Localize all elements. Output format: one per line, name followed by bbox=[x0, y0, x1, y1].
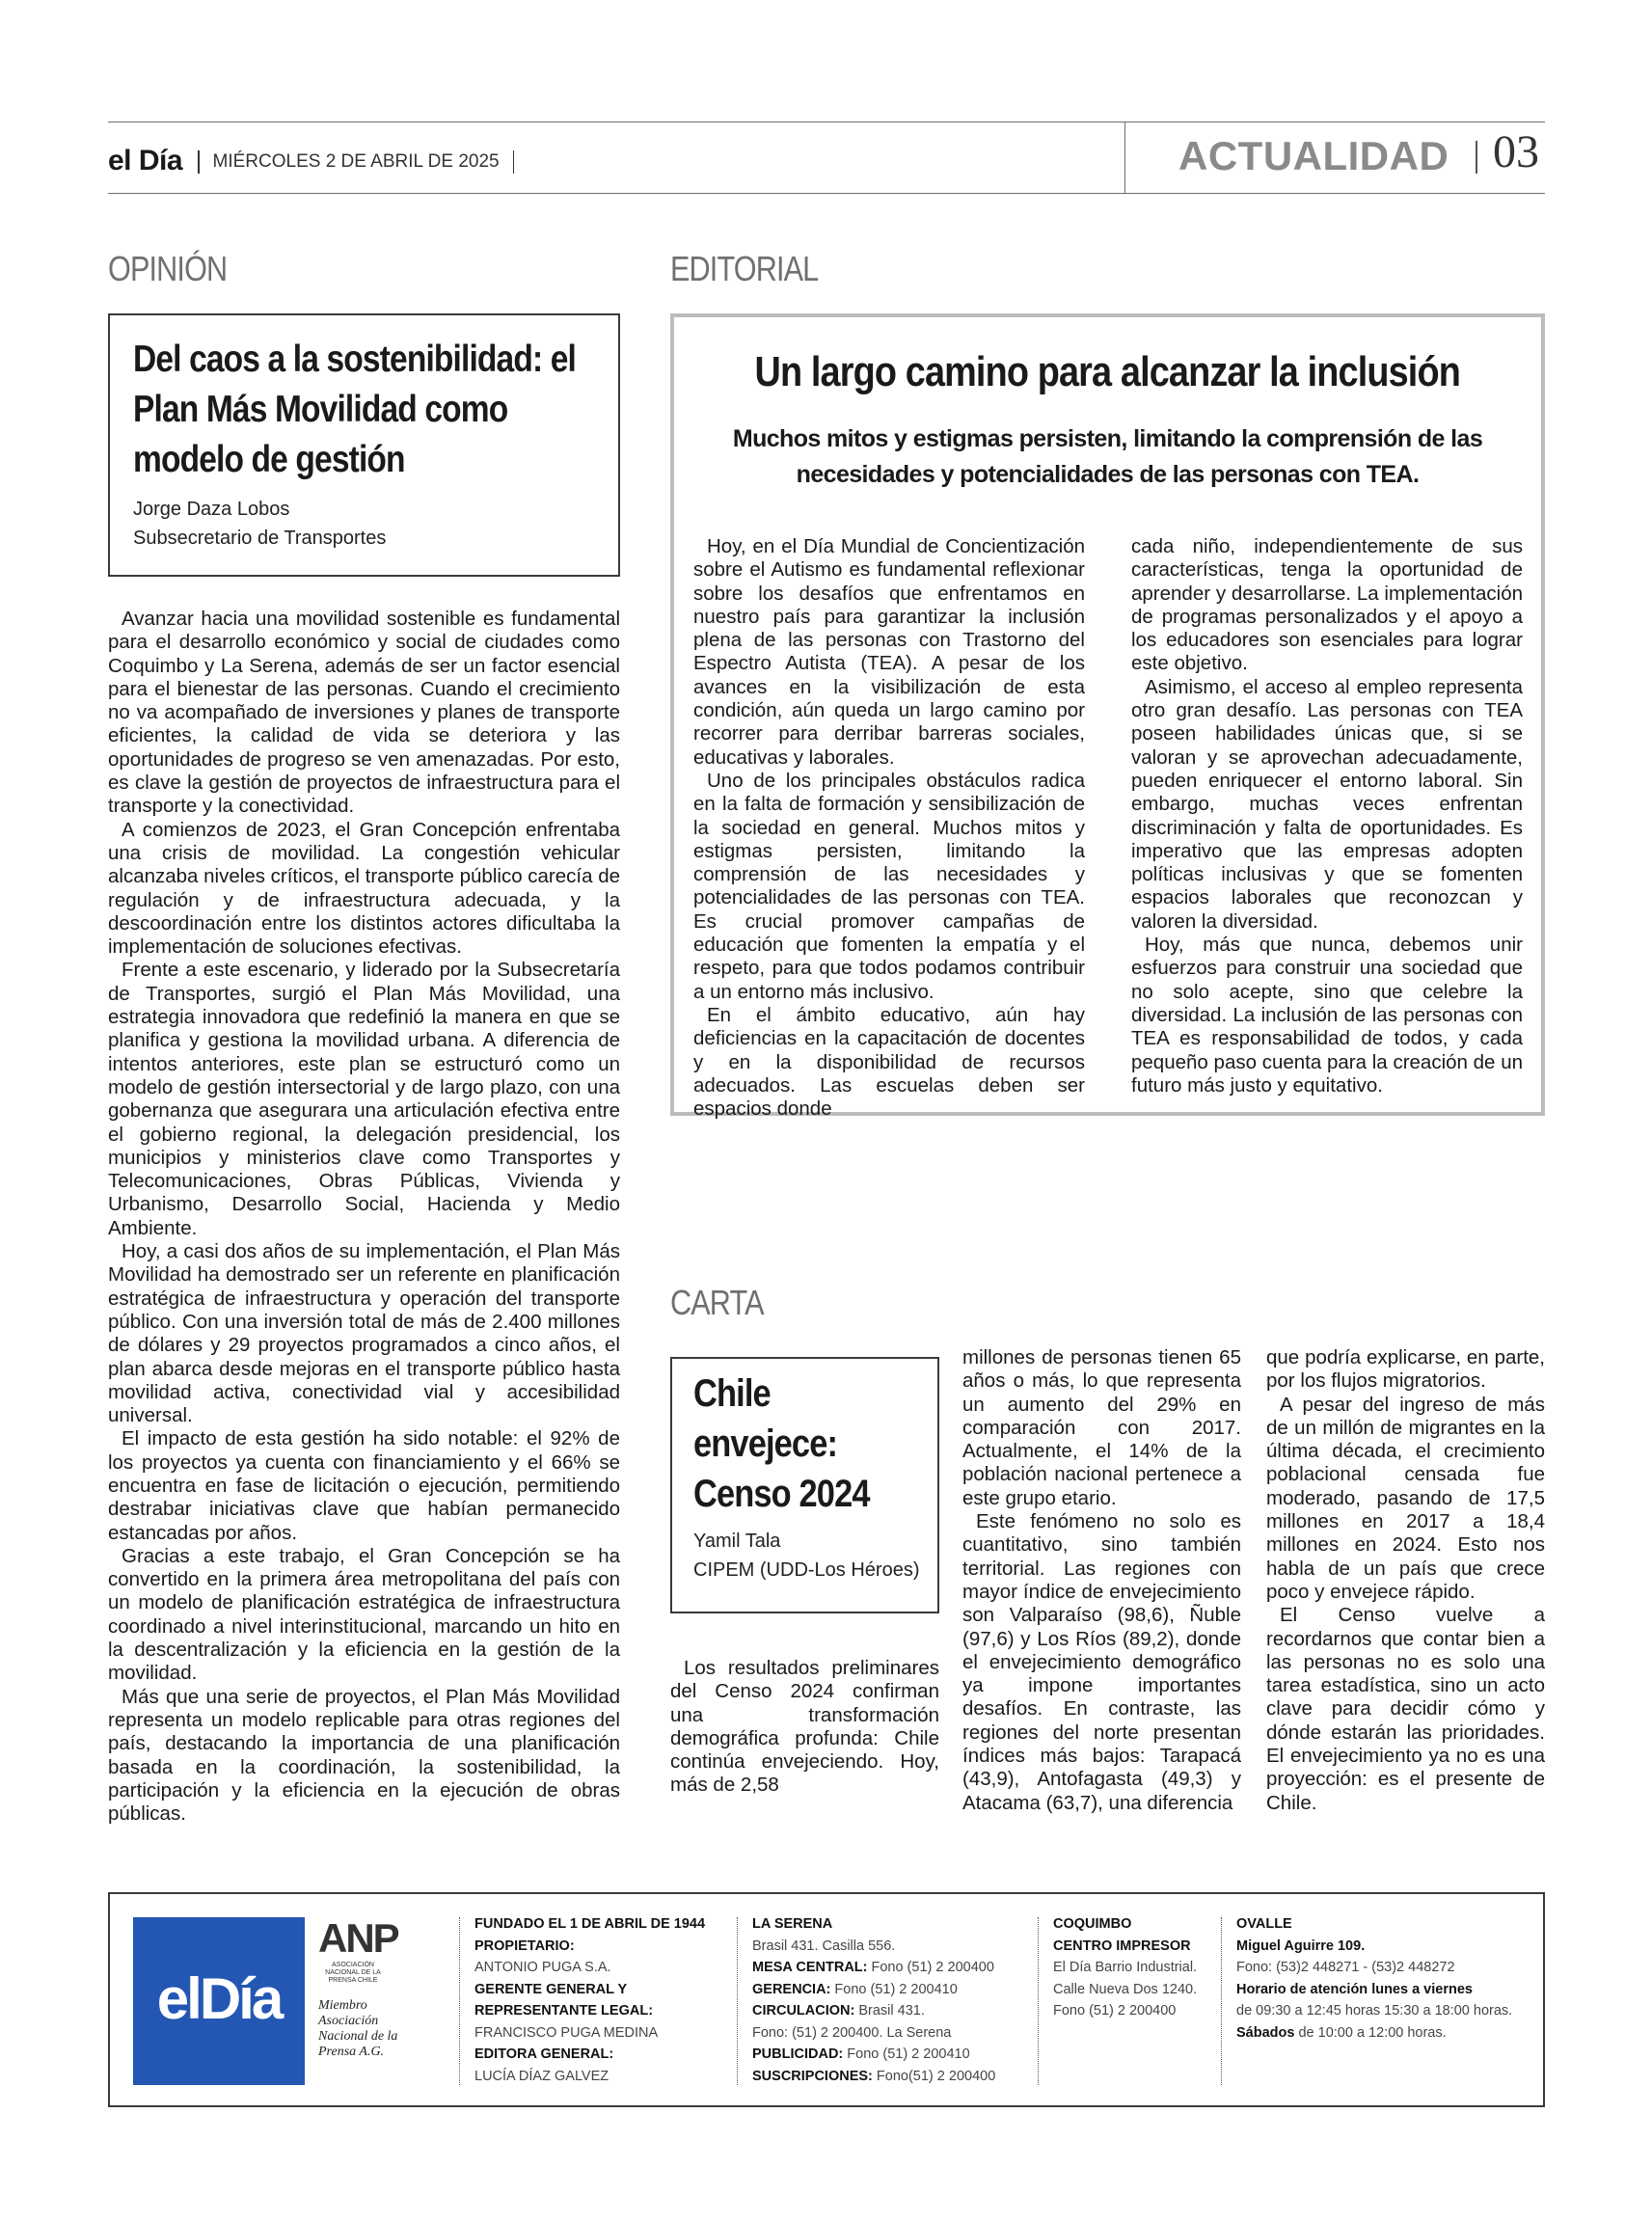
footer-line: Horario de atención lunes a viernes bbox=[1236, 1981, 1473, 1997]
opinion-author-role: Subsecretario de Transportes bbox=[133, 528, 387, 549]
footer-line: LUCÍA DÍAZ GALVEZ bbox=[474, 2068, 609, 2084]
footer-line: Sábados de 10:00 a 12:00 horas. bbox=[1236, 2024, 1447, 2041]
footer-line: SUSCRIPCIONES: Fono(51) 2 200400 bbox=[752, 2068, 996, 2084]
carta-author-role: CIPEM (UDD-Los Héroes) bbox=[693, 1559, 920, 1581]
opinion-author bbox=[133, 495, 386, 553]
editorial-col-1 bbox=[693, 535, 1085, 1121]
editorial-subtitle: Muchos mitos y estigmas persisten, limitando la comprensión de las necesidades y potencialidades de las personas con TEA. bbox=[732, 425, 1483, 488]
logo-text: elDía bbox=[156, 1966, 282, 2031]
anp-block bbox=[318, 1915, 424, 2060]
paragraph: En el ámbito educativo, aún hay deficiencias en la capacitación de docentes y en la disponibilidad de recursos adecuados. Las escuelas deben ser espacios donde bbox=[693, 1003, 1085, 1121]
opinion-title: Del caos a la sostenibilidad: el Plan Más Movilidad como modelo de gestión bbox=[133, 339, 576, 480]
carta-title-box bbox=[670, 1357, 939, 1613]
carta-label: CARTA bbox=[670, 1283, 764, 1322]
footer-founded bbox=[474, 1913, 735, 2087]
opinion-author-name: Jorge Daza Lobos bbox=[133, 499, 290, 520]
divider bbox=[513, 150, 515, 174]
footer-line: FRANCISCO PUGA MEDINA bbox=[474, 2024, 659, 2041]
footer-line: GERENTE GENERAL Y bbox=[474, 1981, 628, 1997]
footer-line: OVALLE bbox=[1236, 1916, 1292, 1932]
paragraph: Hoy, a casi dos años de su implementación, el Plan Más Movilidad ha demostrado ser un referente en planificación estratégica de infraestructura y operación del transporte público. Con una inversión total de más de 2.400 millones de dólares y 29 proyectos programados a cinco años, el plan abarca desde mejoras en el transporte público hasta movilidad activa, conectividad vial y accesibilidad universal. bbox=[108, 1240, 620, 1427]
paragraph: que podría explicarse, en parte, por los flujos migratorios. bbox=[1266, 1346, 1545, 1393]
footer-line: CENTRO IMPRESOR bbox=[1053, 1937, 1191, 1954]
footer-line: Fono: (53)2 448271 - (53)2 448272 bbox=[1236, 1960, 1455, 1975]
anp-member-text: Miembro Asociación Nacional de la Prensa A.G. bbox=[318, 1998, 398, 2059]
header-separator bbox=[1476, 141, 1477, 174]
footer-divider bbox=[737, 1917, 738, 2085]
footer-line: PROPIETARIO: bbox=[474, 1937, 575, 1954]
paragraph: Frente a este escenario, y liderado por la Subsecretaría de Transportes, surgió el Plan Más Movilidad, una estrategia innovadora que redefinió la manera en que se planifica y gestiona la movilidad urbana. A diferencia de intentos anteriores, este plan se estructuró como un modelo de gestión intersectorial y de largo plazo, con una gobernanza que asegurara una articulación efectiva entre el gobierno regional, la delegación presidencial, los municipios y ministerios clave como Transportes y Telecomunicaciones, Obras Públicas, Vivienda y Urbanismo, Desarrollo Social, Hacienda y Medio Ambiente. bbox=[108, 959, 620, 1239]
footer-line: Miguel Aguirre 109. bbox=[1236, 1937, 1366, 1954]
footer-line: COQUIMBO bbox=[1053, 1916, 1132, 1932]
opinion-title-box bbox=[108, 313, 620, 577]
footer-line: PUBLICIDAD: Fono (51) 2 200410 bbox=[752, 2046, 970, 2062]
footer-line: LA SERENA bbox=[752, 1916, 833, 1932]
header-date: MIÉRCOLES 2 DE ABRIL DE 2025 bbox=[212, 151, 500, 172]
divider bbox=[198, 150, 200, 174]
footer-line: FUNDADO EL 1 DE ABRIL DE 1944 bbox=[474, 1916, 706, 1932]
paragraph: Los resultados preliminares del Censo 2024 confirman una transformación demográfica profunda: Chile continúa envejeciendo. Hoy, más de 2,58 bbox=[670, 1657, 939, 1797]
paragraph: Más que una serie de proyectos, el Plan Más Movilidad representa un modelo replicable para otras regiones del país, destacando la importancia de una planificación basada en la coordinación, la sostenibilidad, la participación y la eficiencia en la ejecución de obras públicas. bbox=[108, 1685, 620, 1826]
paragraph: Uno de los principales obstáculos radica en la falta de formación y sensibilización de la sociedad en general. Muchos mitos y estigmas persisten, limitando la comprensión de las necesidades y potencialidades de las personas con TEA. Es crucial promover campañas de educación que fomenten la empatía y el respeto, para que todos podamos contribuir a un entorno más inclusivo. bbox=[693, 769, 1085, 1003]
anp-caption: ASOCIACIÓN NACIONAL DE LA PRENSA CHILE bbox=[325, 1962, 381, 1984]
paragraph: cada niño, independientemente de sus características, tenga la oportunidad de aprender y desarrollarse. La implementación de programas personalizados y el apoyo a los educadores son esenciales para lograr este objetivo. bbox=[1131, 535, 1523, 675]
paragraph: millones de personas tienen 65 años o más, lo que representa un aumento del 29% en comparación con 2017. Actualmente, el 14% de la población nacional pertenece a este grupo etario. bbox=[962, 1346, 1241, 1509]
editorial-title-wrap bbox=[674, 346, 1541, 398]
footer-line: Brasil 431. Casilla 556. bbox=[752, 1937, 896, 1954]
carta-col-3 bbox=[1266, 1346, 1545, 1815]
paragraph: Hoy, en el Día Mundial de Concientización sobre el Autismo es fundamental reflexionar sobre los desafíos que enfrentamos en nuestro país para garantizar la inclusión plena de las personas con Trastorno del Espectro Autista (TEA). A pesar de los avances en la visibilización de esta condición, aún queda un largo camino por recorrer para derribar barreras sociales, educativas y laborales. bbox=[693, 535, 1085, 769]
paragraph: Gracias a este trabajo, el Gran Concepción se ha convertido en la primera área metropolitana del país con un modelo de planificación estratégica de infraestructura coordinado a nivel interinstitucional, marcando un hito en la descentralización y la eficiencia en la gestión de la movilidad. bbox=[108, 1544, 620, 1685]
footer-la-serena bbox=[752, 1913, 1032, 2087]
footer-line: El Día Barrio Industrial. bbox=[1053, 1960, 1198, 1975]
footer-ovalle bbox=[1236, 1913, 1535, 2044]
carta-col-2 bbox=[962, 1346, 1241, 1815]
footer-line: REPRESENTANTE LEGAL: bbox=[474, 2003, 654, 2019]
paragraph: Avanzar hacia una movilidad sostenible es fundamental para el desarrollo económico y social de ciudades como Coquimbo y La Serena, además de ser un factor esencial para el bienestar de las personas. Cuando el crecimiento no va acompañado de inversiones y planes de transporte eficientes, la calidad de vida se deteriora y las oportunidades de progreso se ven amenazadas. Por esto, es clave la gestión de proyectos de infraestructura para el transporte y la conectividad. bbox=[108, 608, 620, 818]
carta-author bbox=[693, 1527, 919, 1585]
header-page-number: 03 bbox=[1493, 126, 1539, 177]
paragraph: El Censo vuelve a recordarnos que contar bien a las personas no es solo una tarea estadística, sino un acto clave para decidir cómo y dónde estarán las prioridades. El envejecimiento ya no es una proyección: es el presente de Chile. bbox=[1266, 1604, 1545, 1814]
carta-author-name: Yamil Tala bbox=[693, 1531, 781, 1552]
opinion-label: OPINIÓN bbox=[108, 249, 228, 288]
footer-line: MESA CENTRAL: Fono (51) 2 200400 bbox=[752, 1960, 994, 1975]
footer-line: ANTONIO PUGA S.A. bbox=[474, 1960, 611, 1975]
footer-line: GERENCIA: Fono (51) 2 200410 bbox=[752, 1981, 958, 1997]
footer-line: Calle Nueva Dos 1240. bbox=[1053, 1981, 1198, 1997]
anp-logo: ANP bbox=[318, 1915, 398, 1961]
footer-line: EDITORA GENERAL: bbox=[474, 2046, 614, 2062]
footer-divider bbox=[1221, 1917, 1222, 2085]
carta-title: Chile envejece: Censo 2024 bbox=[693, 1372, 870, 1515]
editorial-label: EDITORIAL bbox=[670, 249, 819, 288]
editorial-col-2 bbox=[1131, 535, 1523, 1097]
footer-divider bbox=[1038, 1917, 1039, 2085]
header-date-wrap bbox=[198, 150, 514, 174]
footer-divider bbox=[459, 1917, 460, 2085]
paragraph: Este fenómeno no solo es cuantitativo, sino también territorial. Las regiones con mayor índice de envejecimiento son Valparaíso (98,6), Ñuble (97,6) y Los Ríos (89,2), donde el envejecimiento demográfico ya impone importantes desafíos. En contraste, las regiones del norte presentan índices más bajos: Tarapacá (43,9), Antofagasta (49,3) y Atacama (63,7), una diferencia bbox=[962, 1510, 1241, 1814]
footer-line: Fono: (51) 2 200400. La Serena bbox=[752, 2024, 952, 2041]
footer-line: de 09:30 a 12:45 horas 15:30 a 18:00 horas. bbox=[1236, 2003, 1513, 2019]
carta-col-1 bbox=[670, 1657, 939, 1798]
editorial-box bbox=[670, 313, 1545, 1121]
header-rule-bottom bbox=[108, 193, 1545, 194]
opinion-body bbox=[108, 608, 620, 1826]
el-dia-logo bbox=[133, 1917, 305, 2085]
header-divider bbox=[1124, 122, 1125, 194]
footer-line: CIRCULACION: Brasil 431. bbox=[752, 2003, 925, 2019]
paragraph: A comienzos de 2023, el Gran Concepción enfrentaba una crisis de movilidad. La congestión vehicular alcanzaba niveles críticos, el transporte público carecía de regulación y de infraestructura adecuada, y la descoordinación entre los distintos actores dificultaba la implementación de soluciones efectivas. bbox=[108, 818, 621, 959]
header-section: ACTUALIDAD bbox=[1178, 133, 1449, 178]
paragraph: Hoy, más que nunca, debemos unir esfuerzos para construir una sociedad que no solo acepte, sino que celebre la diversidad. La inclusión de las personas con TEA es responsabilidad de todos, y cada pequeño paso cuenta para la creación de un futuro más justo y equitativo. bbox=[1131, 934, 1523, 1097]
editorial-title: Un largo camino para alcanzar la inclusión bbox=[754, 348, 1461, 395]
footer-coquimbo bbox=[1053, 1913, 1227, 2022]
footer-line: Fono (51) 2 200400 bbox=[1053, 2003, 1177, 2019]
paragraph: Asimismo, el acceso al empleo representa otro gran desafío. Las personas con TEA poseen habilidades únicas que, si se valoran y se aprovechan adecuadamente, pueden enriquecer el entorno laboral. Sin embargo, muchas veces enfrentan discriminación y falta de oportunidades. Es imperativo que las empresas adopten políticas inclusivas y que se fomenten espacios laborales que reconozcan y valoren la diversidad. bbox=[1131, 675, 1523, 933]
paragraph: El impacto de esta gestión ha sido notable: el 92% de los proyectos ya cuenta con financiamiento y el 66% se encuentra en fase de licitación o ejecución, permitiendo destrabar iniciativas clave que habían permanecido estancadas por años. bbox=[108, 1427, 620, 1544]
paragraph: A pesar del ingreso de más de un millón de migrantes en la última década, el crecimiento poblacional censada fue moderado, pasando de 17,5 millones en 2017 a 18,4 millones en 2024. Esto nos habla de un país que crece poco y envejece rápido. bbox=[1266, 1393, 1545, 1603]
header-paper-name: el Día bbox=[108, 145, 183, 176]
